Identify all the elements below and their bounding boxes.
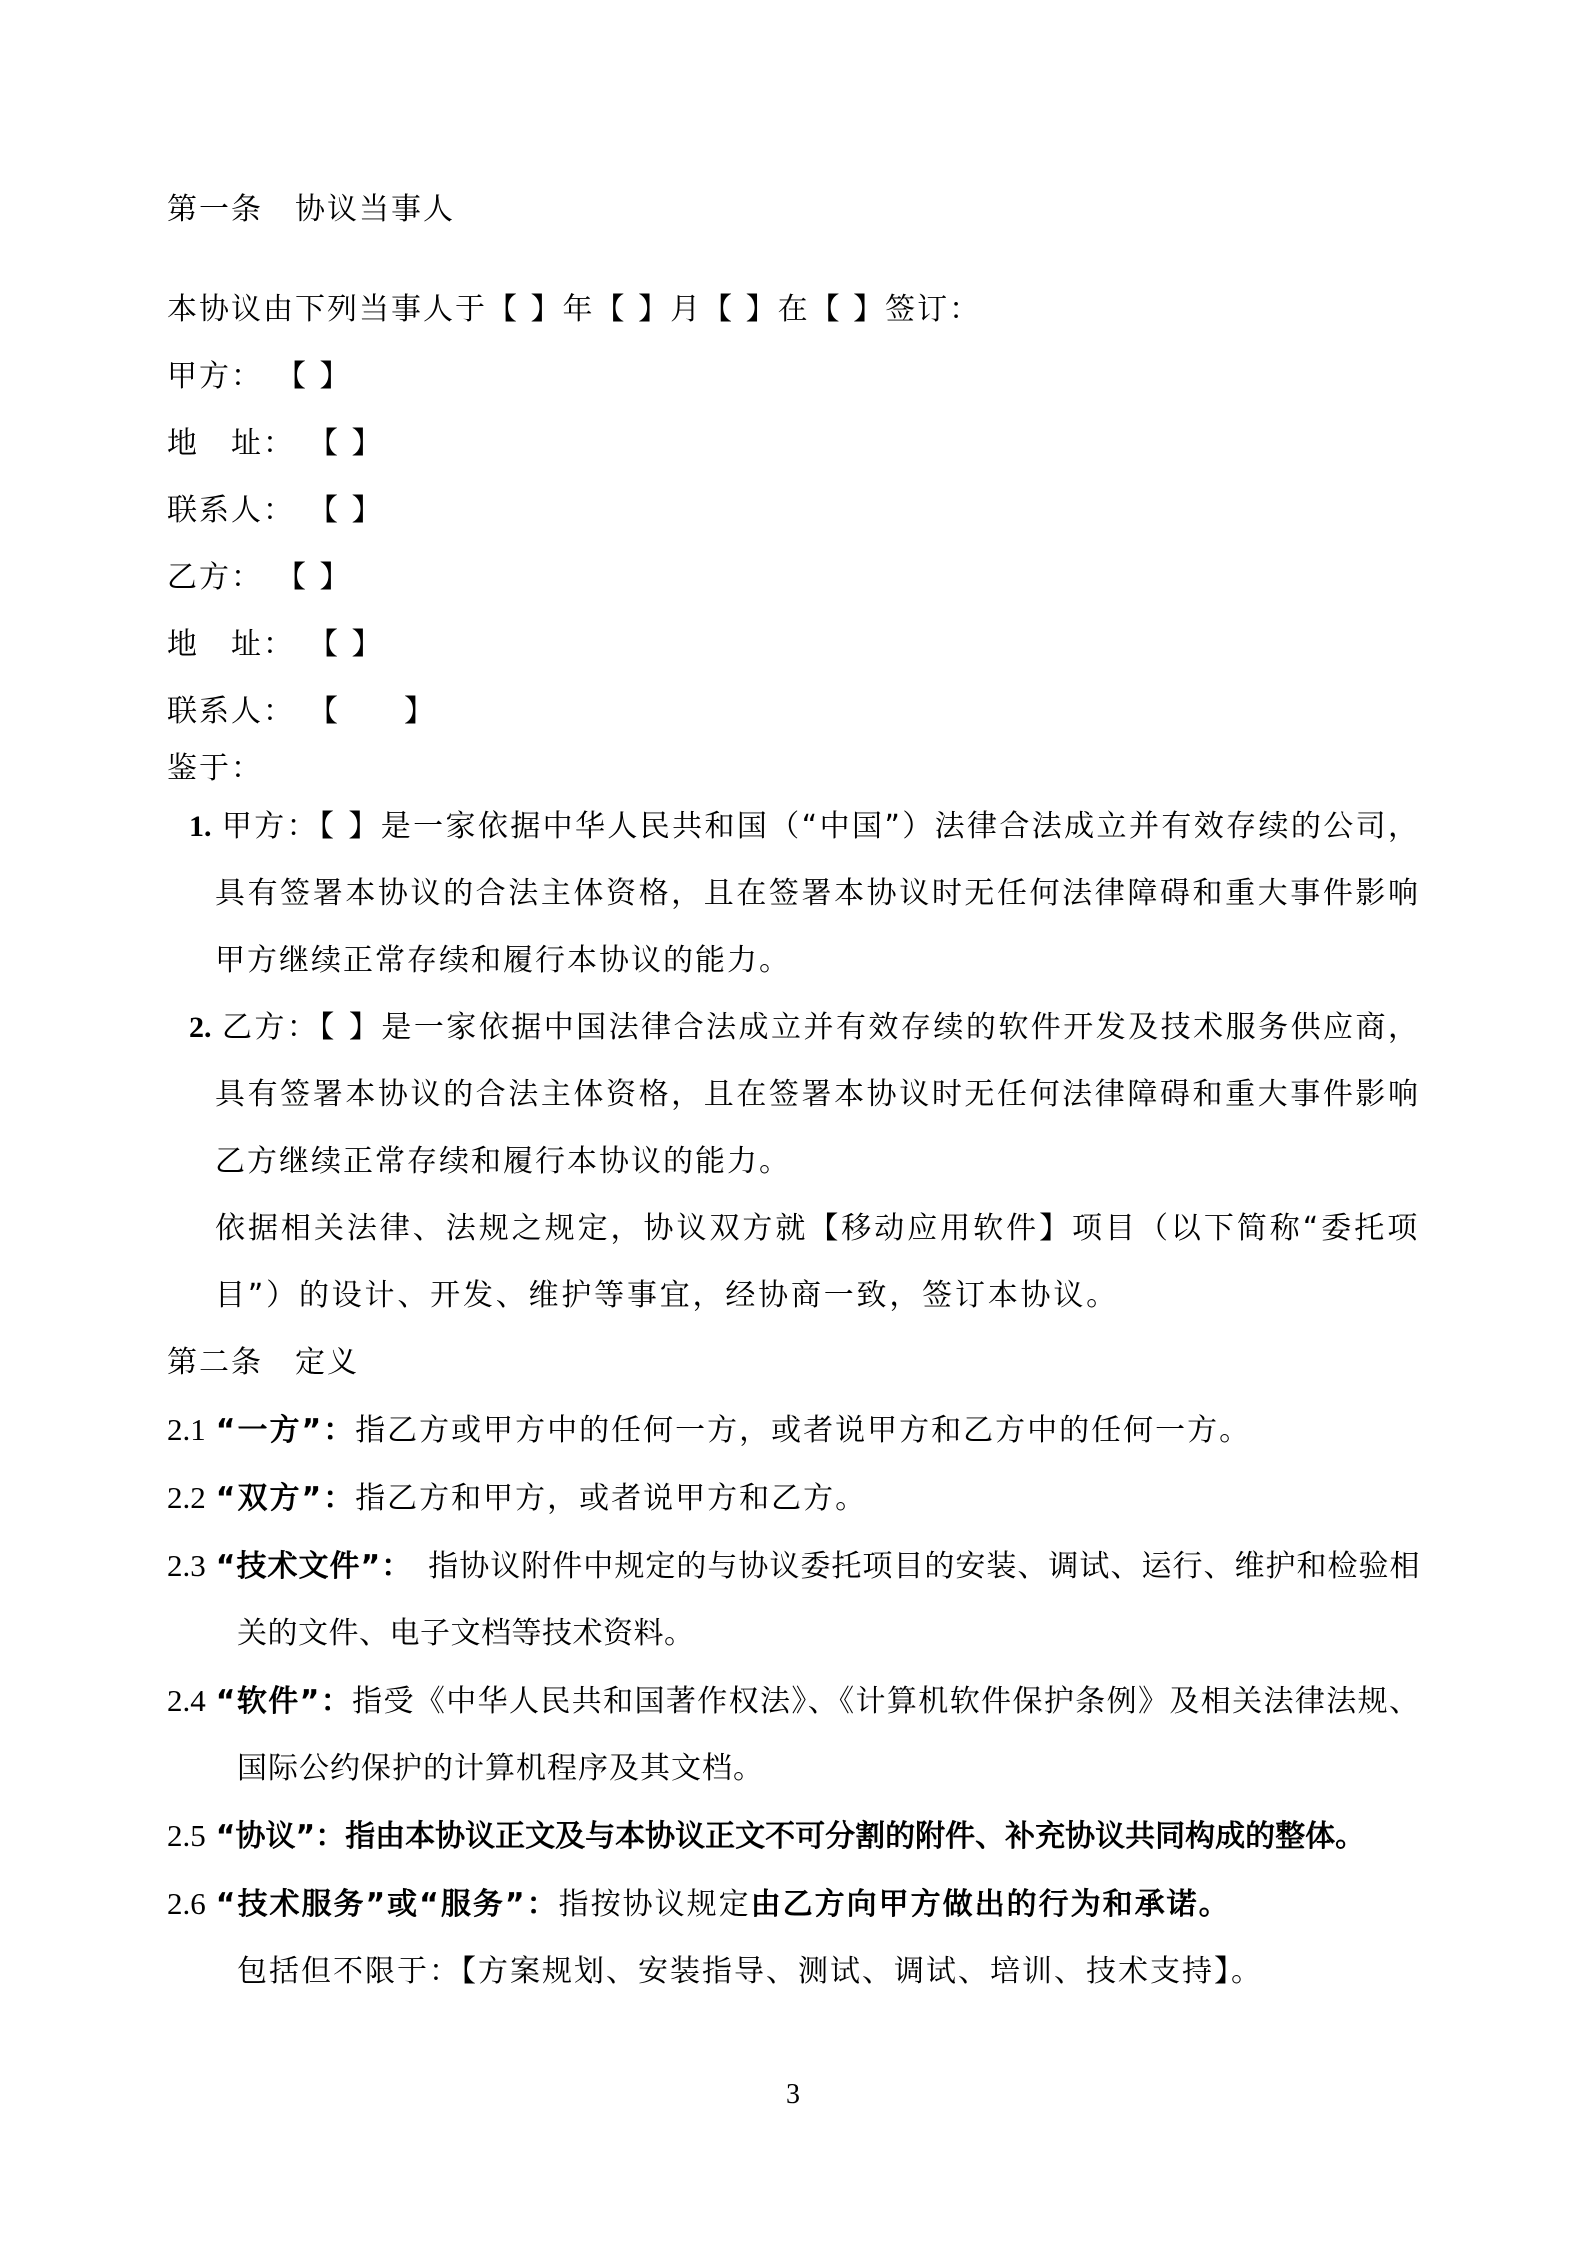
party-b-address-value-placeholder: 【 】 bbox=[323, 627, 384, 662]
definition-2-4-text: 指受《中华人民共和国著作权法》、《计算机软件保护条例》及相关法律法规、国际公约保护的计算机程序及其文档。 bbox=[237, 1684, 1421, 1786]
definition-2-6 bbox=[167, 1870, 1420, 1938]
definition-2-6-number: 2.6 bbox=[167, 1886, 206, 1921]
whereas-label: 鉴于： bbox=[167, 751, 263, 786]
definition-2-6-continuation: 包括但不限于：【方案规划、安装指导、测试、调试、培训、技术支持】。 bbox=[237, 1954, 1263, 1989]
definition-2-3 bbox=[167, 1532, 1420, 1667]
definition-2-5-number: 2.5 bbox=[167, 1818, 206, 1853]
party-b-label: 乙方： bbox=[167, 560, 263, 595]
definition-2-1-number: 2.1 bbox=[167, 1412, 206, 1447]
definition-2-1 bbox=[167, 1396, 1420, 1464]
party-a-value-placeholder: 【 】 bbox=[291, 359, 352, 394]
definition-2-6-term: “技术服务”或“服务” bbox=[215, 1887, 527, 1922]
recital-party-a bbox=[167, 793, 1420, 994]
party-a-address-line bbox=[167, 410, 1420, 477]
article1-heading: 第一条 协议当事人 bbox=[167, 192, 455, 227]
definition-2-3-text: 指协议附件中规定的与协议委托项目的安装、调试、运行、维护和检验相关的文件、电子文档等技术资料。 bbox=[237, 1549, 1421, 1651]
definition-2-1-text: 指乙方或甲方中的任何一方，或者说甲方和乙方中的任何一方。 bbox=[355, 1413, 1252, 1448]
definition-2-4-separator: ： bbox=[320, 1684, 353, 1719]
definition-2-4 bbox=[167, 1667, 1420, 1802]
party-a-contact-line bbox=[167, 477, 1420, 544]
party-b-value-placeholder: 【 】 bbox=[291, 560, 352, 595]
party-a-label: 甲方： bbox=[167, 359, 263, 394]
definition-2-3-term: “技术文件” bbox=[215, 1549, 381, 1584]
party-b-address-line bbox=[167, 611, 1420, 678]
definition-2-4-number: 2.4 bbox=[167, 1683, 206, 1718]
definition-2-5-term: “协议” bbox=[215, 1819, 316, 1854]
article1-closing-paragraph: 依据相关法律、法规之规定，协议双方就【移动应用软件】项目（以下简称“委托项目”）的设计、开发、维护等事宜，经协商一致，签订本协议。 bbox=[215, 1211, 1420, 1313]
recital-party-b bbox=[167, 994, 1420, 1195]
definition-2-3-number: 2.3 bbox=[167, 1548, 206, 1583]
recital-1-text: 甲方：【 】是一家依据中华人民共和国（“中国”）法律合法成立并有效存续的公司，具有签署本协议的合法主体资格，且在签署本协议时无任何法律障碍和重大事件影响甲方继续正常存续和履行本协议的能力。 bbox=[215, 809, 1420, 978]
article2-heading: 第二条 定义 bbox=[167, 1345, 359, 1380]
definition-2-2-separator: ： bbox=[323, 1481, 356, 1516]
page-number: 3 bbox=[786, 2079, 800, 2110]
party-b-contact-line bbox=[167, 678, 1420, 745]
definition-2-2-number: 2.2 bbox=[167, 1480, 206, 1515]
party-b-contact-value-placeholder: 【 】 bbox=[323, 694, 436, 729]
definition-2-6-text-regular: 指按协议规定 bbox=[558, 1887, 751, 1922]
recital-1-number: 1. bbox=[189, 810, 212, 843]
definition-2-2 bbox=[167, 1464, 1420, 1532]
definition-2-5 bbox=[167, 1802, 1420, 1870]
definition-2-5-separator: ： bbox=[315, 1819, 346, 1854]
definition-2-1-separator: ： bbox=[323, 1413, 356, 1448]
definition-2-6-separator: ： bbox=[526, 1887, 559, 1922]
party-b-line bbox=[167, 544, 1420, 611]
article1-intro-line: 本协议由下列当事人于【 】年【 】月【 】在【 】签订： bbox=[167, 292, 982, 327]
party-a-contact-label: 联系人： bbox=[167, 493, 295, 528]
definition-2-3-separator: ： bbox=[380, 1549, 429, 1584]
recital-2-text: 乙方：【 】是一家依据中国法律合法成立并有效存续的软件开发及技术服务供应商，具有签署本协议的合法主体资格，且在签署本协议时无任何法律障碍和重大事件影响乙方继续正常存续和履行本协议的能力。 bbox=[215, 1010, 1420, 1179]
party-a-contact-value-placeholder: 【 】 bbox=[323, 493, 384, 528]
definition-2-2-term: “双方” bbox=[215, 1481, 324, 1516]
party-b-address-label: 地 址： bbox=[167, 627, 295, 662]
party-a-line bbox=[167, 343, 1420, 410]
definition-2-2-text: 指乙方和甲方，或者说甲方和乙方。 bbox=[355, 1481, 868, 1516]
page-footer bbox=[0, 2075, 1586, 2115]
party-a-address-label: 地 址： bbox=[167, 426, 295, 461]
definition-2-1-term: “一方” bbox=[215, 1413, 324, 1448]
contract-page-body bbox=[167, 176, 1420, 2005]
party-a-address-value-placeholder: 【 】 bbox=[323, 426, 384, 461]
definition-2-6-text-bold: 由乙方向甲方做出的行为和承诺。 bbox=[750, 1887, 1231, 1922]
definition-2-4-term: “软件” bbox=[215, 1684, 321, 1719]
party-b-contact-label: 联系人： bbox=[167, 694, 295, 729]
recital-2-number: 2. bbox=[189, 1011, 212, 1044]
definition-2-5-text: 指由本协议正文及与本协议正文不可分割的附件、补充协议共同构成的整体。 bbox=[345, 1819, 1366, 1854]
